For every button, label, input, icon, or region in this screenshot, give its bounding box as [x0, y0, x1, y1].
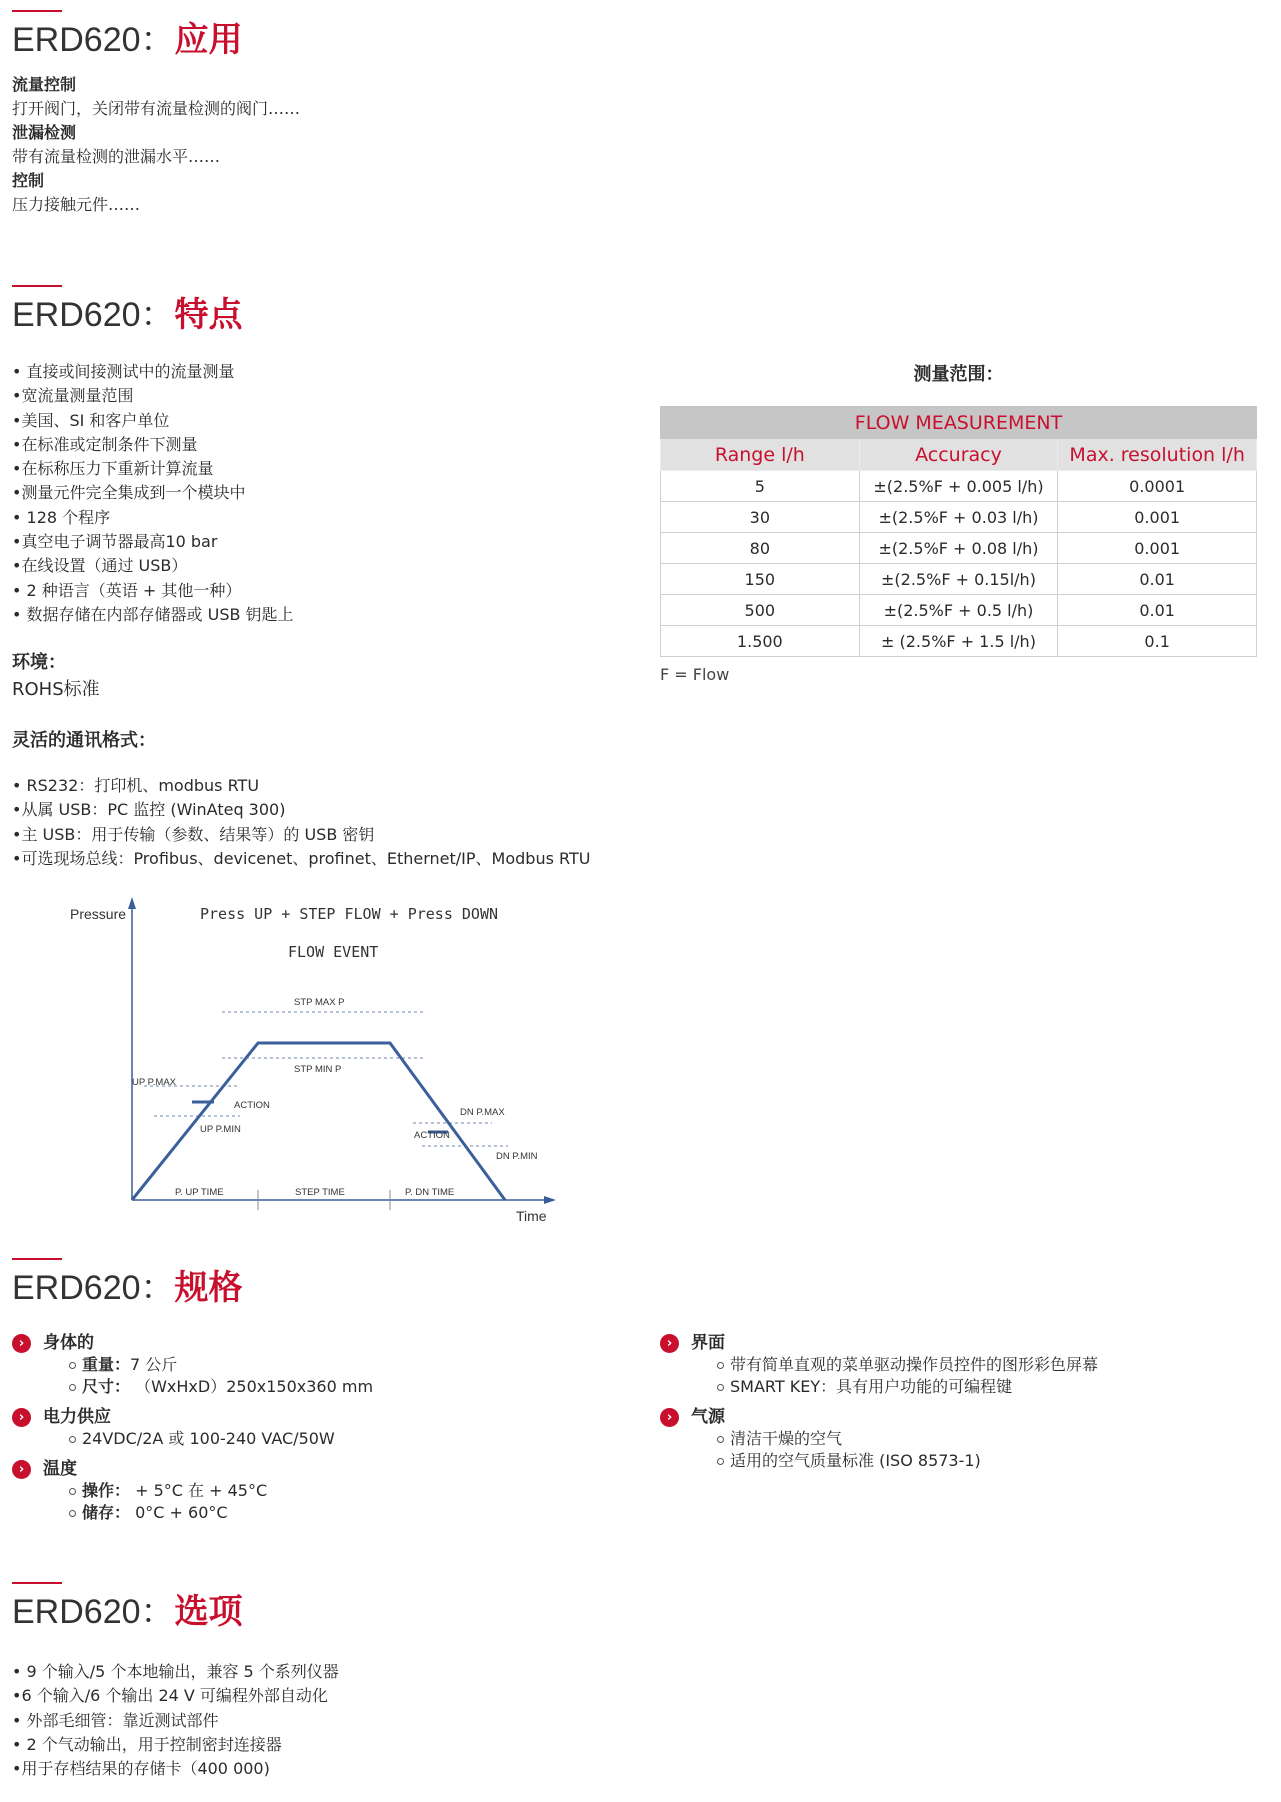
app-text-flow: 打开阀门，关闭带有流量检测的阀门…… [12, 99, 301, 118]
spec-item: 清洁干燥的空气 [660, 1428, 1260, 1450]
feature-item: •美国、SI 和客户单位 [12, 410, 170, 430]
app-title-leak: 泄漏检测 [12, 123, 77, 142]
cell: 500 [661, 595, 860, 626]
section-title-specs: ERD620：规格 [12, 1269, 243, 1307]
cell: 0.01 [1058, 564, 1257, 595]
cell: ±(2.5%F + 0.08 l/h) [859, 533, 1058, 564]
accent-bar [12, 10, 62, 12]
features-list [12, 360, 294, 627]
label-step-time: STEP TIME [295, 1187, 345, 1198]
spec-item: 带有简单直观的菜单驱动操作员控件的图形彩色屏幕 [660, 1354, 1260, 1376]
cell: 1.500 [661, 626, 860, 657]
cell: 0.01 [1058, 595, 1257, 626]
label-dn-pmax: DN P.MAX [460, 1107, 505, 1118]
col-header-resolution: Max. resolution l/h [1058, 439, 1257, 471]
comm-list [12, 774, 590, 871]
feature-item: • 直接或间接测试中的流量测量 [12, 362, 235, 381]
applications-list [12, 73, 300, 217]
cell: 80 [661, 533, 860, 564]
comm-item: •可选现场总线：Profibus、devicenet、profinet、Ethernet/IP、Modbus RTU [12, 848, 591, 868]
table-row [661, 595, 1257, 626]
cell: ±(2.5%F + 0.15l/h) [859, 564, 1058, 595]
accent-bar [12, 1258, 62, 1260]
spec-item: 操作： + 5°C 在 + 45°C [12, 1480, 612, 1502]
spec-item: 重量：7 公斤 [12, 1354, 612, 1376]
label-p-dn-time: P. DN TIME [405, 1187, 455, 1198]
options-header [12, 1582, 243, 1634]
chevron-right-icon: › [12, 1408, 31, 1427]
specs-right-column [660, 1332, 1260, 1480]
spec-item: 24VDC/2A 或 100-240 VAC/50W [12, 1428, 612, 1450]
x-axis-label: Time [516, 1208, 547, 1224]
spec-group-interface [660, 1332, 1260, 1398]
label-action-dn: ACTION [414, 1130, 450, 1141]
feature-item: •真空电子调节器最高10 bar [12, 532, 218, 552]
feature-item: •在标称压力下重新计算流量 [12, 459, 214, 479]
label-stp-min: STP MIN P [294, 1064, 342, 1075]
spec-item: 尺寸： （WxHxD）250x150x360 mm [12, 1376, 612, 1398]
flow-event-diagram [60, 895, 580, 1225]
y-axis-arrow [128, 897, 136, 909]
table-row [661, 564, 1257, 595]
feature-item: • 128 个程序 [12, 507, 111, 527]
label-dn-pmin: DN P.MIN [496, 1151, 538, 1162]
cell: 0.0001 [1058, 471, 1257, 502]
comm-title-block [12, 728, 156, 754]
comm-item: • RS232：打印机、modbus RTU [12, 776, 260, 795]
col-header-accuracy: Accuracy [859, 439, 1058, 471]
label-stp-max: STP MAX P [294, 997, 345, 1008]
option-item: •6 个输入/6 个输出 24 V 可编程外部自动化 [12, 1686, 328, 1706]
feature-item: • 数据存储在内部存储器或 USB 钥匙上 [12, 604, 294, 624]
environment-text: ROHS标准 [12, 679, 100, 700]
environment-block [12, 650, 100, 704]
label-up-pmax: UP P.MAX [132, 1077, 177, 1088]
table-banner: FLOW MEASUREMENT [661, 407, 1257, 439]
chevron-right-icon: › [660, 1408, 679, 1427]
chevron-right-icon: › [12, 1460, 31, 1479]
options-list [12, 1660, 339, 1781]
cell: ±(2.5%F + 0.005 l/h) [859, 471, 1058, 502]
y-axis-label: Pressure [70, 906, 127, 922]
label-p-up-time: P. UP TIME [175, 1187, 224, 1198]
spec-group-air-supply [660, 1406, 1260, 1472]
flow-measurement-table [660, 406, 1257, 657]
table-row [661, 471, 1257, 502]
app-title-flow: 流量控制 [12, 75, 77, 94]
spec-item: 适用的空气质量标准 (ISO 8573-1) [660, 1450, 1260, 1472]
spec-title: 气源 [691, 1407, 725, 1427]
spec-group-power [12, 1406, 612, 1450]
spec-title: 电力供应 [43, 1407, 111, 1427]
section-title-features: ERD620：特点 [12, 296, 243, 334]
spec-group-temperature [12, 1458, 612, 1524]
table-row [661, 626, 1257, 657]
spec-title: 温度 [43, 1459, 77, 1479]
app-text-leak: 带有流量检测的泄漏水平…… [12, 147, 221, 166]
feature-item: •宽流量测量范围 [12, 386, 134, 406]
table-caption: 测量范围： [913, 364, 1004, 385]
accent-bar [12, 1582, 62, 1584]
accent-bar [12, 285, 62, 287]
measurement-range [660, 360, 1257, 684]
cell: 0.001 [1058, 533, 1257, 564]
environment-title: 环境： [12, 652, 66, 673]
label-action-up: ACTION [234, 1100, 270, 1111]
spec-item: 储存： 0°C + 60°C [12, 1502, 612, 1524]
table-note: F = Flow [660, 665, 730, 684]
features-header [12, 285, 243, 337]
specs-left-column [12, 1332, 612, 1532]
cell: 0.001 [1058, 502, 1257, 533]
label-up-pmin: UP P.MIN [200, 1124, 241, 1135]
feature-item: • 2 种语言（英语 + 其他一种） [12, 580, 242, 600]
table-row [661, 502, 1257, 533]
spec-title: 身体的 [43, 1333, 94, 1353]
spec-item: SMART KEY：具有用户功能的可编程键 [660, 1376, 1260, 1398]
comm-item: •从属 USB：PC 监控 (WinAteq 300) [12, 800, 286, 820]
comm-item: •主 USB：用于传输（参数、结果等）的 USB 密钥 [12, 824, 375, 844]
table-row [661, 533, 1257, 564]
cell: ±(2.5%F + 0.5 l/h) [859, 595, 1058, 626]
cell: ±(2.5%F + 0.03 l/h) [859, 502, 1058, 533]
x-axis-arrow [544, 1196, 556, 1204]
option-item: • 9 个输入/5 个本地输出，兼容 5 个系列仪器 [12, 1662, 339, 1681]
chart-heading-1: Press UP + STEP FLOW + Press DOWN [200, 905, 499, 923]
cell: 0.1 [1058, 626, 1257, 657]
app-text-control: 压力接触元件…… [12, 195, 141, 214]
section-title-options: ERD620：选项 [12, 1593, 243, 1631]
feature-item: •测量元件完全集成到一个模块中 [12, 483, 246, 503]
chevron-right-icon: › [660, 1334, 679, 1353]
feature-item: •在标准或定制条件下测量 [12, 434, 198, 454]
cell: 30 [661, 502, 860, 533]
cell: 150 [661, 564, 860, 595]
comm-title: 灵活的通讯格式： [12, 730, 156, 751]
app-title-control: 控制 [12, 171, 45, 190]
chevron-right-icon: › [12, 1334, 31, 1353]
col-header-range: Range l/h [661, 439, 860, 471]
specs-header [12, 1258, 243, 1310]
cell: 5 [661, 471, 860, 502]
cell: ± (2.5%F + 1.5 l/h) [859, 626, 1058, 657]
option-item: •用于存档结果的存储卡（400 000) [12, 1759, 270, 1779]
option-item: • 外部毛细管：靠近测试部件 [12, 1710, 219, 1730]
option-item: • 2 个气动输出，用于控制密封连接器 [12, 1734, 282, 1754]
spec-title: 界面 [691, 1333, 725, 1353]
spec-group-body [12, 1332, 612, 1398]
applications-header [12, 10, 243, 62]
feature-item: •在线设置（通过 USB） [12, 556, 188, 576]
section-title-applications: ERD620：应用 [12, 21, 243, 59]
chart-heading-2: FLOW EVENT [288, 943, 379, 961]
